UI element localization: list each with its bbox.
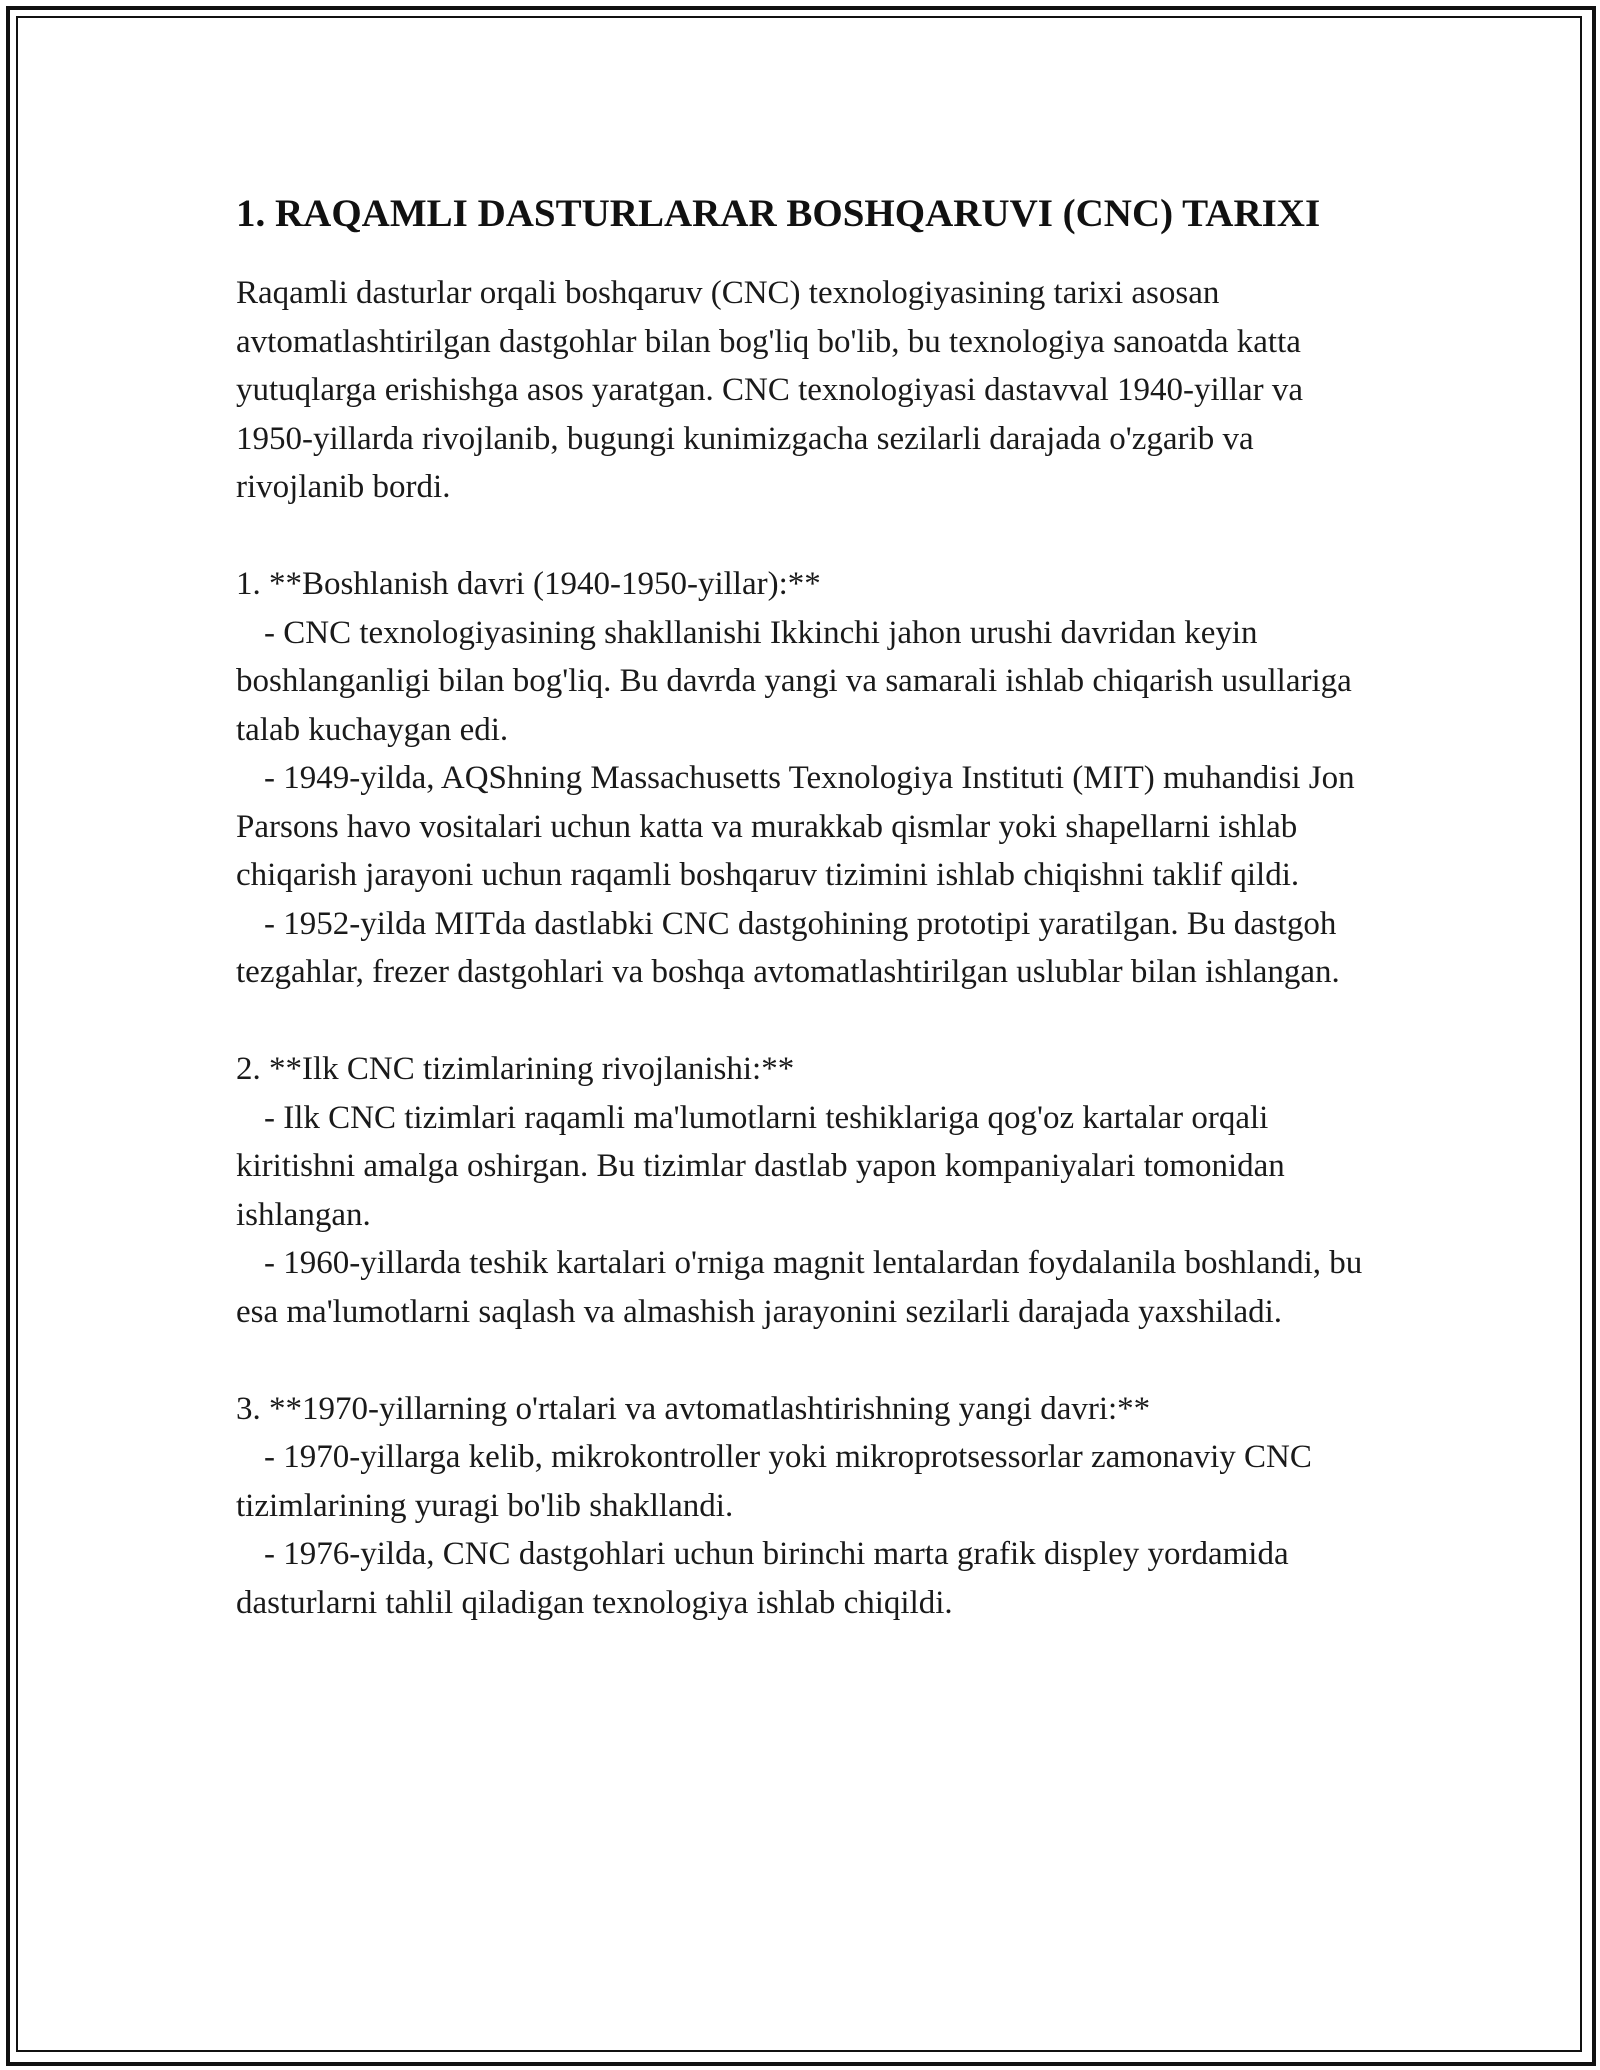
section-2 [236,1045,1386,1336]
intro-paragraph: Raqamli dasturlar orqali boshqaruv (CNC) texnologiyasining tarixi asosan avtomatlashtirilgan dastgohlar bilan bog'liq bo'lib, bu texnologiya sanoatda katta yutuqlarga erishishga asos yaratgan. CNC texnologiyasi dastavval 1940-yillar va 1950-yillarda rivojlanib, bugungi kunimizgacha sezilarli darajada o'zgarib va rivojlanib bordi. [236,275,1304,505]
list-item: - 1952-yilda MITda dastlabki CNC dastgohining prototipi yaratilgan. Bu dastgoh tezgahlar, frezer dastgohlari va boshqa avtomatlashtirilgan uslublar bilan ishlangan. [236,905,1340,990]
section-heading: 1. **Boshlanish davri (1940-1950-yillar):** [236,566,821,602]
list-item: - 1976-yilda, CNC dastgohlari uchun birinchi marta grafik displey yordamida dasturlarni tahlil qiladigan texnologiya ishlab chiqildi. [236,1536,1289,1621]
section-1 [236,560,1386,997]
section-3 [236,1385,1386,1628]
list-item: - CNC texnologiyasining shakllanishi Ikkinchi jahon urushi davridan keyin boshlanganligi bilan bog'liq. Bu davrda yangi va samarali ishlab chiqarish usullariga talab kuchaygan edi. [236,614,1352,748]
spacer [236,997,1386,1046]
document-title: 1. RAQAMLI DASTURLARAR BOSHQARUVI (CNC) TARIXI [236,192,1321,235]
spacer [236,1336,1386,1385]
list-item: - 1949-yilda, AQShning Massachusetts Texnologiya Instituti (MIT) muhandisi Jon Parsons havo vositalari uchun katta va murakkab qismlar yoki shapellarni ishlab chiqarish jarayoni uchun raqamli boshqaruv tizimini ishlab chiqishni taklif qildi. [236,760,1355,893]
list-item: - 1960-yillarda teshik kartalari o'rniga magnit lentalardan foydalanila boshlandi, bu esa ma'lumotlarni saqlash va almashish jarayonini sezilarli darajada yaxshiladi. [236,1245,1363,1330]
document-body [236,186,1386,1627]
section-heading: 2. **Ilk CNC tizimlarining rivojlanishi:** [236,1051,795,1087]
list-item: - 1970-yillarga kelib, mikrokontroller yoki mikroprotsessorlar zamonaviy CNC tizimlarining yuragi bo'lib shakllandi. [236,1439,1312,1524]
list-item: - Ilk CNC tizimlari raqamli ma'lumotlarni teshiklariga qog'oz kartalar orqali kiritishni amalga oshirgan. Bu tizimlar dastlab yapon kompaniyalari tomonidan ishlangan. [236,1099,1285,1233]
spacer [236,512,1386,561]
section-heading: 3. **1970-yillarning o'rtalari va avtomatlashtirishning yangi davri:** [236,1390,1151,1427]
